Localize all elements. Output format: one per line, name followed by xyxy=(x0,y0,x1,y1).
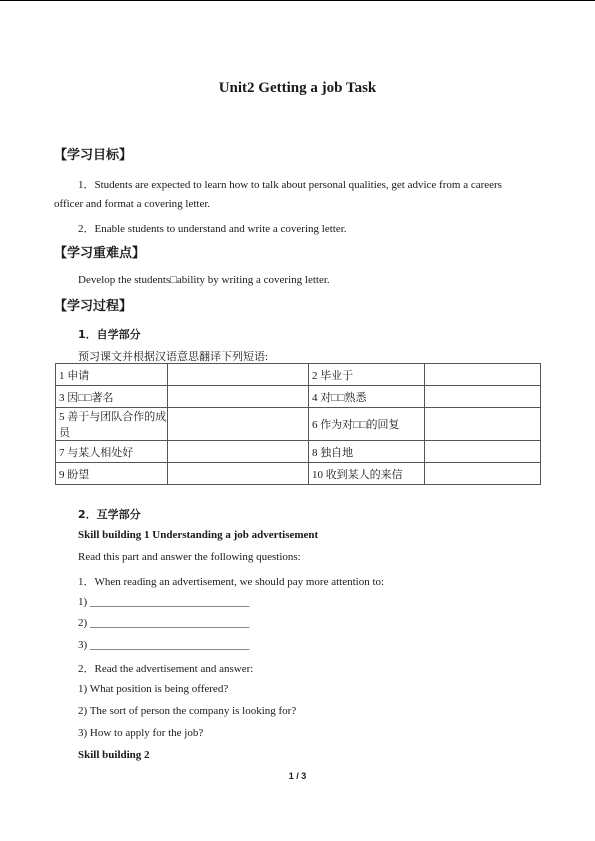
answer-cell[interactable] xyxy=(425,408,541,441)
question-1: 1．When reading an advertisement, we should pay more attention to: xyxy=(78,576,385,588)
table-row xyxy=(56,441,541,463)
question-2: 2．Read the advertisement and answer: xyxy=(78,663,254,675)
process-heading: 【学习过程】 xyxy=(54,299,133,314)
answer-cell[interactable] xyxy=(167,364,308,386)
table-cell: 2 毕业于 xyxy=(308,364,425,386)
sub-question-2: 2) The sort of person the company is looking for? xyxy=(78,705,297,717)
answer-cell[interactable] xyxy=(425,463,541,485)
table-cell: 9 盼望 xyxy=(56,463,168,485)
table-row xyxy=(56,463,541,485)
answer-cell[interactable] xyxy=(425,386,541,408)
table-row xyxy=(56,386,541,408)
table-cell: 10 收到某人的来信 xyxy=(308,463,425,485)
page-title: Unit2 Getting a job Task xyxy=(218,80,377,96)
table-cell: 3 因□□著名 xyxy=(56,386,168,408)
mutual-study-heading: 2．互学部分 xyxy=(78,508,141,521)
goal-item-1-line-1: 1．Students are expected to learn how to talk about personal qualities, get advice from a careers xyxy=(78,179,502,191)
answer-cell[interactable] xyxy=(425,364,541,386)
page-number: 1 / 3 xyxy=(288,771,307,781)
sub-question-1: 1) What position is being offered? xyxy=(78,683,229,695)
goal-item-2: 2．Enable students to understand and write a covering letter. xyxy=(78,223,347,235)
table-cell: 7 与某人相处好 xyxy=(56,441,168,463)
skill-building-1-title: Skill building 1 Understanding a job advertisement xyxy=(78,529,319,541)
answer-cell[interactable] xyxy=(167,408,308,441)
goals-heading: 【学习目标】 xyxy=(54,148,133,163)
vocab-table xyxy=(55,363,541,485)
key-points-heading: 【学习重难点】 xyxy=(54,246,146,261)
table-cell: 4 对□□熟悉 xyxy=(308,386,425,408)
key-points-text: Develop the students□ability by writing a covering letter. xyxy=(78,274,330,286)
answer-cell[interactable] xyxy=(425,441,541,463)
answer-blank-1[interactable]: 1) _____________________________ xyxy=(78,596,250,608)
table-cell: 8 独自地 xyxy=(308,441,425,463)
self-study-instruction: 预习课文并根据汉语意思翻译下列短语: xyxy=(78,351,269,363)
read-instruction: Read this part and answer the following questions: xyxy=(78,551,301,563)
table-row xyxy=(56,408,541,441)
table-row xyxy=(56,364,541,386)
top-rule xyxy=(0,0,595,1)
table-cell: 1 申请 xyxy=(56,364,168,386)
answer-cell[interactable] xyxy=(167,386,308,408)
answer-cell[interactable] xyxy=(167,463,308,485)
table-cell: 5 善于与团队合作的成员 xyxy=(56,408,168,441)
self-study-heading: 1．自学部分 xyxy=(78,328,141,341)
sub-question-3: 3) How to apply for the job? xyxy=(78,727,204,739)
goal-item-1-line-2: officer and format a covering letter. xyxy=(54,198,211,210)
table-cell: 6 作为对□□的回复 xyxy=(308,408,425,441)
answer-cell[interactable] xyxy=(167,441,308,463)
answer-blank-3[interactable]: 3) _____________________________ xyxy=(78,639,250,651)
skill-building-2-title: Skill building 2 xyxy=(78,749,150,761)
answer-blank-2[interactable]: 2) _____________________________ xyxy=(78,617,250,629)
